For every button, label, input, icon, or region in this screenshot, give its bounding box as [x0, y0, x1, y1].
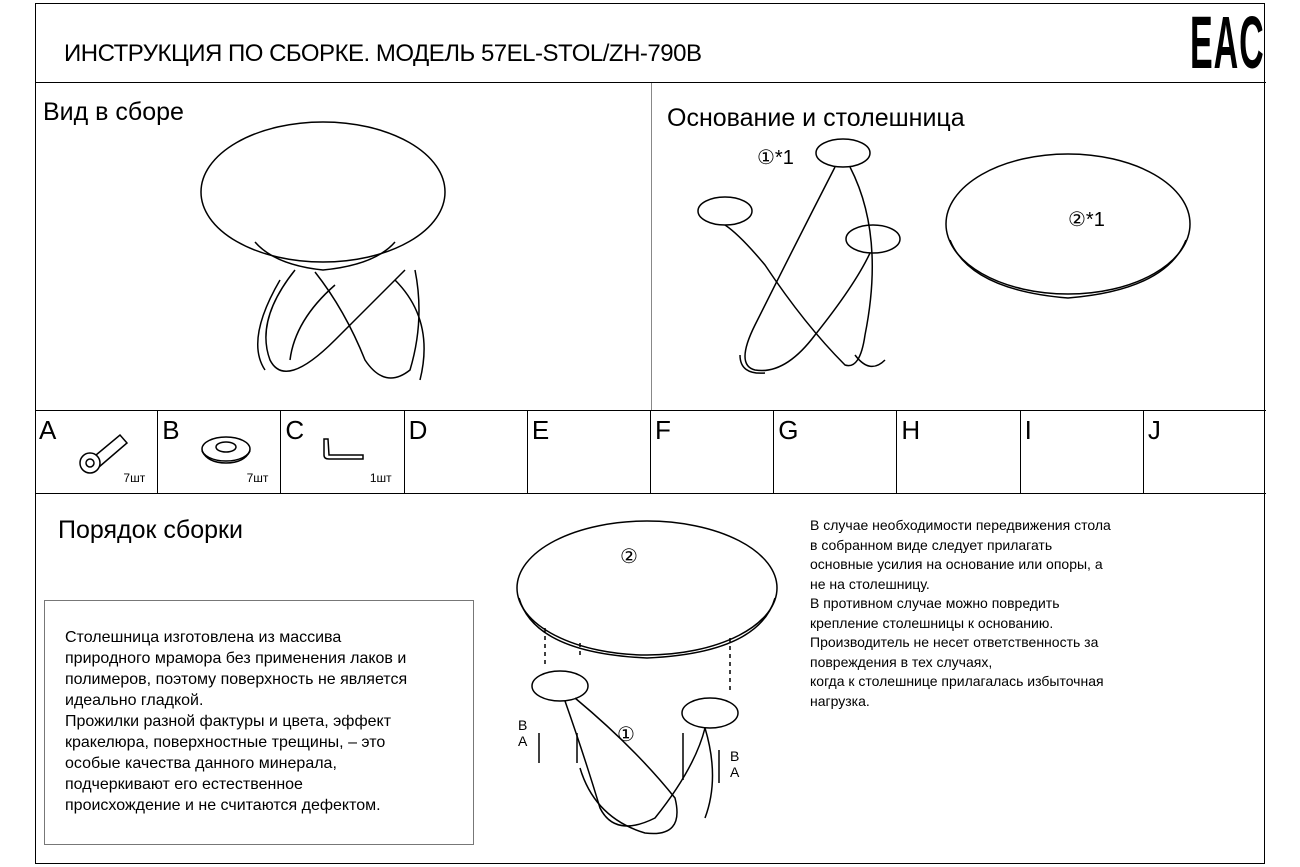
hex-key-icon — [319, 435, 369, 465]
part-letter: E — [531, 415, 550, 445]
part-letter: C — [285, 415, 305, 445]
part-letter: F — [655, 415, 671, 445]
bolt-icon — [75, 425, 135, 475]
part-a — [35, 411, 158, 493]
base-part-label: ①*1 — [757, 147, 794, 169]
part-e — [528, 411, 651, 493]
part-letter: J — [1147, 415, 1161, 445]
assembled-table-drawing — [195, 120, 455, 400]
part-quantity: 1шт — [369, 471, 392, 485]
part-g — [774, 411, 897, 493]
tabletop-part-label: ②*1 — [1068, 209, 1105, 231]
part-letter: G — [778, 415, 799, 445]
assembly-top-label: ② — [620, 546, 638, 568]
part-quantity: 7шт — [123, 471, 146, 485]
assembled-view-title: Вид в сборе — [43, 98, 184, 126]
part-f — [651, 411, 774, 493]
handling-note: В случае необходимости передвижения стола в собранном виде следует прилагать основные усилия на основание или опоры, а не на столешницу. В противном случае можно повредить крепление столешницы к основанию. Производитель не несет ответственность за повреждения в тех случаях, когда к столешнице прилагалась избыточная нагрузка. — [810, 517, 1111, 709]
part-quantity: 7шт — [246, 471, 269, 485]
base-drawing — [695, 135, 915, 380]
part-j — [1144, 411, 1266, 493]
components-title: Основание и столешница — [667, 104, 965, 132]
bolt-label-right: A — [730, 764, 740, 780]
part-letter: H — [901, 415, 921, 445]
parts-list — [35, 410, 1266, 494]
marble-note: Столешница изготовлена из массива природного мрамора без применения лаков и полимеров, поэтому поверхность не является идеально гладкой. Прожилки разной фактуры и цвета, эффект кракелюра, поверхностные трещины, – это особые качества данного минерала, подчеркивают его естественное происхождение и не считаются дефектом. — [44, 600, 474, 845]
part-letter: A — [39, 415, 57, 445]
part-b — [158, 411, 281, 493]
part-c — [281, 411, 404, 493]
assembly-drawing — [505, 518, 790, 858]
bolt-label-left: A — [518, 733, 528, 749]
eac-certification-mark: EAC — [1190, 1, 1265, 84]
part-letter: B — [162, 415, 180, 445]
part-letter: D — [408, 415, 428, 445]
washer-label-left: B — [518, 717, 528, 733]
washer-icon — [198, 431, 258, 471]
part-i — [1021, 411, 1144, 493]
part-letter: I — [1024, 415, 1032, 445]
part-d — [405, 411, 528, 493]
assembly-title: Порядок сборки — [58, 516, 243, 544]
washer-label-right: B — [730, 748, 740, 764]
assembly-base-label: ① — [617, 724, 635, 746]
section-divider — [651, 83, 652, 410]
tabletop-drawing — [940, 150, 1200, 305]
page-title: ИНСТРУКЦИЯ ПО СБОРКЕ. МОДЕЛЬ 57EL-STOL/ZH-790B — [64, 40, 702, 67]
part-h — [897, 411, 1020, 493]
